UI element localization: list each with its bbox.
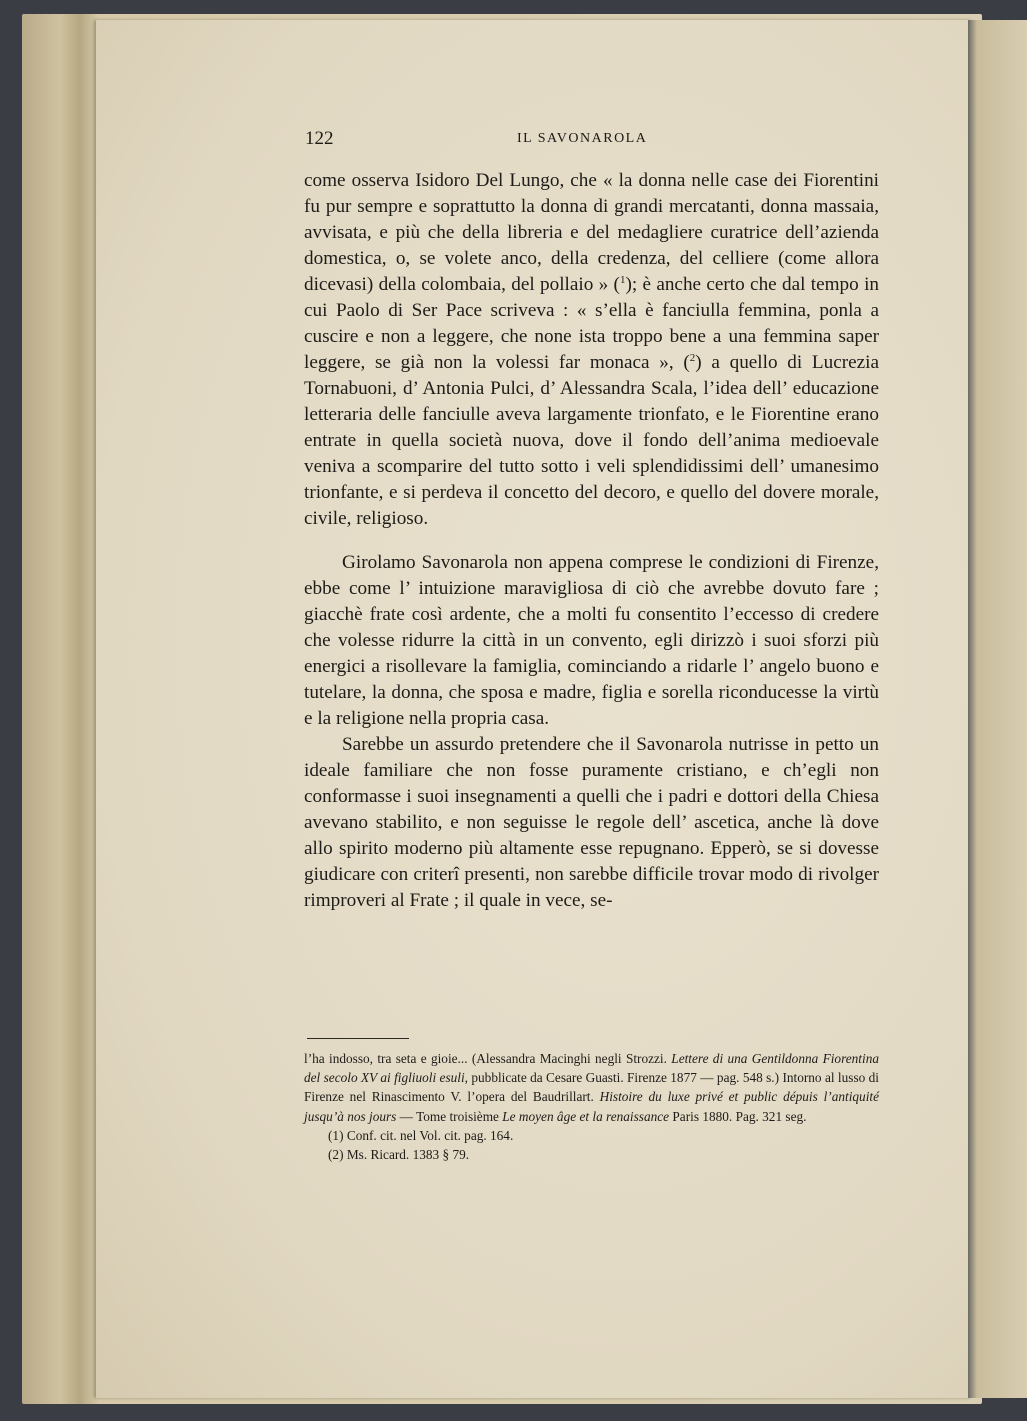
footnote-1-text: Conf. cit. nel Vol. cit. pag. 164. — [343, 1127, 514, 1143]
footnote-cont-text-1: l’ha indosso, tra seta e gioie... (Alessandra Macinghi negli Strozzi. — [304, 1051, 672, 1066]
page-header — [305, 124, 880, 154]
paragraph-1-part-b: ); è anche certo che dal tempo in cui Paolo di Ser Pace scriveva : « s’ella è fanciulla femmina, ponla a cuscire e non a leggere, che none ista troppo bene a una femmina saper leggere, se già non la volessi far monaca », ( — [304, 274, 879, 373]
footnote-1 — [304, 1126, 879, 1145]
footnote-continuation — [304, 1049, 879, 1126]
page-number: 122 — [305, 128, 334, 149]
footnote-cont-title-2: Histoire du luxe privé et public dépuis l’antiquité jusqu’à nos jours — [304, 1089, 879, 1124]
main-text — [304, 168, 879, 914]
footnote-cont-text-4: Paris 1880. Pag. 321 seg. — [669, 1108, 807, 1124]
paragraph-1-part-c: ) a quello di Lucrezia Tornabuoni, d’ Antonia Pulci, d’ Alessandra Scala, l’idea dell’ educazione letteraria delle fanciulle aveva largamente trionfato, e le Fiorentine erano entrate in quella società nuova, dove il fondo dell’anima medioevale veniva a scomparire del tutto sotto i veli splendidissimi dell’ umanesimo trionfante, e si perdeva il concetto del decoro, e quello del dovere morale, civile, religioso. — [304, 352, 880, 529]
footnote-ref-1: 1 — [619, 274, 626, 286]
footnote-ref-2: 2 — [689, 352, 696, 364]
footnote-rule — [307, 1038, 409, 1039]
footnotes — [304, 1049, 879, 1164]
paragraph-1-part-a: come osserva Isidoro Del Lungo, che « la donna nelle case dei Fiorentini fu pur sempre e soprattutto la donna di grandi mercatanti, donna massaia, avvisata, e più che della libreria e del medagliere curatrice dell’azienda domestica, o, se volete anco, della credenza, del celliere (come allora dicevasi) della colombaia, del pollaio » ( — [304, 170, 879, 295]
paragraph-2: Girolamo Savonarola non appena comprese le condizioni di Firenze, ebbe come l’ intuizione maravigliosa di ciò che avrebbe dovuto fare ; giacchè frate così ardente, che a molti fu consentito l’eccesso di credere che volesse ridurre la città in un convento, egli dirizzò i suoi sforzi più energici a risollevare la famiglia, cominciando a ridarle l’ angelo buono e tutelare, la donna, che sposa e madre, figlia e sorella riconducesse la virtù e la religione nella propria casa. — [304, 552, 879, 729]
paragraph-1 — [304, 168, 879, 532]
footnote-cont-text-3: — Tome troisième — [396, 1108, 503, 1124]
footnote-1-mark: (1) — [328, 1127, 344, 1143]
footnote-cont-title-1: Lettere di una Gentildonna Fiorentina del secolo XV ai figliuoli esuli — [304, 1051, 879, 1086]
footnote-cont-title-3: Le moyen âge et la renaissance — [502, 1108, 670, 1124]
footnote-2-mark: (2) — [328, 1147, 344, 1163]
paragraph-3: Sarebbe un assurdo pretendere che il Savonarola nutrisse in petto un ideale familiare che non fosse puramente cristiano, e ch’egli non conformasse i suoi insegnamenti a quelli che i padri e dottori della Chiesa avevano stabilito, e non seguisse le regole dell’ ascetica, anche là dove allo spirito moderno più altamente esse repugnano. Epperò, se si dovesse giudicare con criterî presenti, non sarebbe difficile trovar modo di rivolger rimproveri al Frate ; il quale in vece, se- — [304, 734, 879, 911]
footnote-2 — [304, 1145, 879, 1164]
facing-page-edge — [968, 20, 1027, 1398]
footnote-cont-text-2: , pubblicate da Cesare Guasti. Firenze 1877 — pag. 548 s.) Intorno al lusso di Firenze nel Rinascimento V. l’opera del Baudrillart. — [304, 1070, 879, 1105]
footnote-2-text: Ms. Ricard. 1383 § 79. — [343, 1147, 470, 1163]
running-head: IL SAVONAROLA — [517, 131, 648, 146]
